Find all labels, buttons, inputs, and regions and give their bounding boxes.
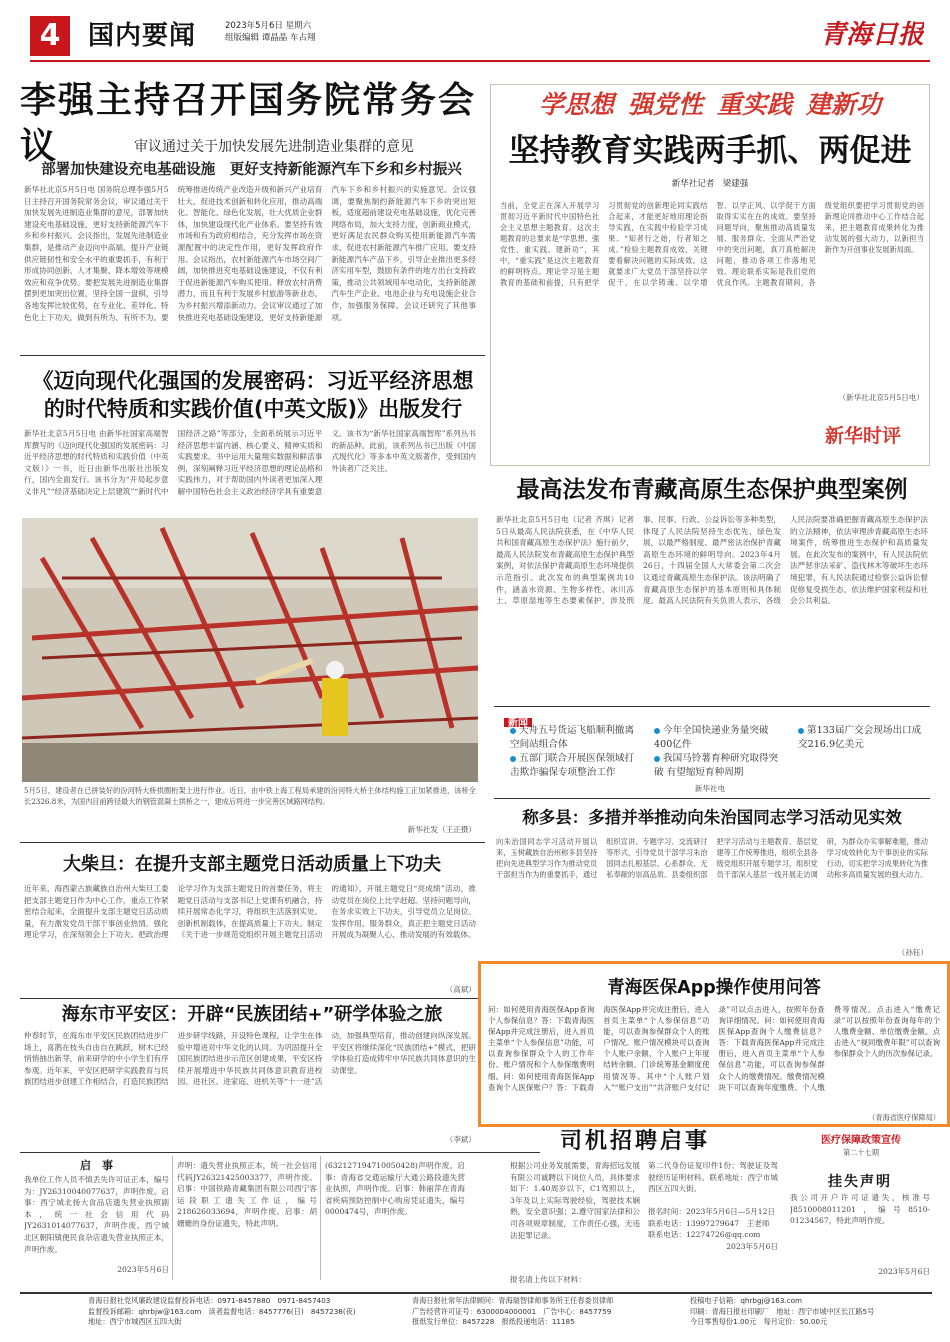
lost-notice-body: 我公司开户许可证遗失，核准号J8510008011201，编号8510-01234567，特此声明作废。 (790, 1193, 930, 1226)
duoxian-byline: （孙钰） (897, 948, 928, 957)
pingan-byline: （李斌） (445, 1135, 476, 1144)
footer-left (88, 1296, 398, 1328)
book-headline-line2: 的时代特质和实践价值(中英文版)》出版发行 (43, 397, 463, 421)
newspaper-logo: 青海日报 (819, 20, 924, 50)
driver-ad-title: 司机招聘启事 (559, 1129, 710, 1154)
yibao-ad (788, 1134, 934, 1162)
editor-name: 谭晶晶 (261, 33, 288, 43)
footer-right-3: 今日零售每份1.00元 每月定价：50.00元 (690, 1317, 828, 1326)
app-qa-body: 问：如何使用青海医保App查询个人参保信息？答：下载青海医保App并完成注册后，进入首页主菜单“个人参保信息”功能，可以查询参保群众个人的工作年份、账户情况和个人参保缴费明细。问：如何使用青海医保App查询个人医保账户？答：下载青海医保App并完成注册后，进入首页主菜单“个人参保信息”功能，可以查询参保群众个人的账户情况。账户情况模块可以查询个人账户余额、个人账户上年度结转余额、门诊统筹基金额度使用情况等。其中“个人账户划入”“账户支出”“共济账户支付记录”可以点击进入，按照年份查询详细情况。问：如何使用青海医保App查询个人缴费信息？答：下载青海医保App并完成注册后，进入首页主菜单“个人参保信息”功能，可以查询参保群众个人的缴费情况。缴费情况模块下可以查询年度缴费、个人缴费等情况。点击进入“缴费记录”可以按照年份查询每年的个人缴费金额、单位缴费金额。点击进入“视同缴费年限”可以查询参保群众个人的历次参保记录。 (488, 1005, 940, 1092)
theme-headline: 坚持教育实践两手抓、两促进 (508, 133, 912, 169)
footer-line-2: 监督投诉邮箱：qhrbjw@163.com 读者监督电话：8457776(日) 8457238(夜) (88, 1306, 356, 1316)
footer-right (690, 1296, 935, 1328)
weekday: 星期六 (285, 21, 312, 31)
duoxian-headline: 称多县：多措并举推动向朱治国同志学习活动见实效 (522, 808, 902, 827)
bullet-icon (654, 756, 660, 762)
duoxian-body: 向朱治国同志学习活动开展以来，玉树藏族自治州称多县坚持把向先进典型学习作为推动党员干部担当作为的重要抓手，通过组织宣讲、专题学习、交流研讨等形式，引导党员干部学习朱治国同志扎根基层、心系群众、无私奉献的崇高品质。县委组织部把学习活动与主题教育、基层党建等工作统筹推进，组织全县各级党组织开展专题学习，组织党员干部深入基层一线开展走访调研，为群众办实事解难题，推动学习成效转化为干事创业的实际行动，切实把学习成果转化为推动称多高质量发展的强大动力。 (496, 837, 928, 879)
theme-body: 当前，全党正在深入开展学习贯彻习近平新时代中国特色社会主义思想主题教育。这次主题教育的总要求是“学思想、强党性、重实践、建新功”，其中，“重实践”是这次主题教育的鲜明特点。理论学习是主题教育的基础和前提，只有把学习贯彻党的创新理论同实践结合起来，才能更好地用理论指导实践，在实践中检验学习成果。“知者行之始，行者知之成。”检验主题教育成效，关键要看解决问题的实际成效。这就要求广大党员干部坚持以学促干，在以学铸魂、以学增智、以学正风、以学促干方面取得实实在在的成效。要坚持问题导向，聚焦推动高质量发展、服务群众、全面从严治党中的突出问题，真刀真枪解决问题，推动各项工作落地见效。理论联系实际是我们党的优良作风。主题教育期间，各级党组织要把学习贯彻党的创新理论同推动中心工作结合起来，把主题教育成果转化为推动发展的强大动力，以新担当新作为开创事业发展新局面。 (500, 201, 924, 287)
masthead (30, 12, 930, 60)
pingan-headline: 海东市平安区：开辟“民族团结+”研学体验之旅 (61, 1004, 443, 1025)
driver-ad-contact-2: 联系电话：12274726@qq.com (648, 1230, 761, 1240)
book-headline-line1: 《迈向现代化强国的发展密码：习近平经济思想 (32, 369, 474, 393)
date-line: 2023年5月6日 (225, 21, 283, 31)
notice-middle: 声明：遗失营业执照正本，统一社会信用代码JY26321425003377，声明作废。启事：中国铁路青藏集团有限公司西宁客运段职工遗失工作证，编号218626033694，声明作废。启事：胡姗姗的身份证遗失，特此声明。 (177, 1161, 317, 1228)
brief-item-5[interactable]: 第133届广交会现场出口成交216.9亿美元 (798, 725, 922, 750)
theme-end-note: （新华社北京5月5日电） (838, 393, 924, 402)
bridge-photo-illustration (22, 518, 478, 782)
notice-qishi (24, 1158, 169, 1280)
photo-credit: 新华社发（王正摄） (407, 825, 476, 834)
footer-mid-3: 报纸发行单位：8457228 报纸投递电话：11185 (412, 1317, 575, 1326)
court-body: 新华社北京5月5日电（记者 齐琪）记者5日从最高人民法院获悉，在《中华人民共和国青藏高原生态保护法》施行前夕，最高人民法院发布青藏高原生态保护典型案例，对依法保护青藏高原生态环境提供示范指引。此次发布的典型案例共10件，涵盖水资源、生物多样性、冰川冻土、草原湿地等生态要素保护，涉及刑事、民事、行政、公益诉讼等多种类型，体现了人民法院坚持生态优先、绿色发展，以最严格制度、最严密法治保护青藏高原生态环境的鲜明导向。2023年4月26日，十四届全国人大常委会第二次会议通过青藏高原生态保护法。该法明确了青藏高原生态保护的基本原则和具体制度。最高人民法院有关负责人表示，各级人民法院要准确把握青藏高原生态保护法的立法精神，依法审理涉青藏高原生态环境案件，统筹推进生态保护和高质量发展。在此次发布的案例中，有人民法院依法严惩非法采矿、盗伐林木等破坏生态环境犯罪，有人民法院通过检察公益诉讼督促修复受损生态，依法维护国家利益和社会公共利益。 (496, 515, 928, 606)
yibao-ad-subtitle: 第二十七期 (843, 1148, 879, 1157)
lead-kicker: 审议通过关于加快发展先进制造业集群的意见 (134, 139, 414, 155)
driver-ad-contact-1: 联系电话：13997279647 王老师 (648, 1218, 770, 1228)
photo-caption: 5月5日，建设者在已拼装好的汾河特大桥拱圈桁架上进行作业。近日，由中铁上海工程局承建的汾河特大桥主体结构施工正加紧推进，该桥全长2326.8米，为国内目前跨径最大的钢管混凝土拱桥之一，建成后将进一步完善区域路网结构。 (24, 786, 476, 806)
footer-right-2: 印刷：青海日报社印刷厂 地址：西宁市城中区长江路5号 (690, 1306, 875, 1316)
driver-ad-footer: 报名请上传以下材料： (510, 1275, 586, 1284)
notice-right: (632127194710050428)声明作废。启事：青海省交通运输厅大通公路段遗失营业执照，声明作废。启事：韩丽萍在青海省疾病预防控制中心购房凭证遗失，编号0000474号，声明作废。 (325, 1161, 465, 1217)
theme-banner (500, 88, 920, 122)
book-headline (22, 367, 484, 423)
notice-qishi-body: 我单位工作人员不慎丢失许可证正本，编号为：JY26310040077637，声明作废。启事：西宁城北扬大食品店遗失营业执照副本，统一社会信用代码JY2631014077637，声明作废。西宁城北区朝阳镇便民食杂店遗失营业执照正本，声明作废。 (24, 1175, 169, 1254)
brief-item-4[interactable]: 我国马铃薯育种研究取得突破 有望缩短育种周期 (654, 753, 779, 778)
lost-notice-date: 2023年5月6日 (878, 1267, 930, 1276)
brief-list (510, 724, 930, 780)
date-block (225, 20, 425, 44)
theme-byline: 新华社记者 梁建强 (671, 179, 749, 189)
driver-ad-right-body: 第二代身份证复印件1份；驾驶证及驾驶经历证明材料。联系地址：西宁市城西区五四大街。 (648, 1161, 778, 1194)
lead-body: 新华社北京5月5日电 国务院总理李强5月5日主持召开国务院常务会议，审议通过关于加快发展先进制造业集群的意见，部署加快建设充电基础设施，更好支持新能源汽车下乡和乡村振兴。会议指出，发展先进制造业集群，是推动产业迈向中高端、提升产业链供应链韧性和安全水平的重要抓手，有利于形成协同创新、人才集聚、降本增效等规模效应和竞争优势。要把发展先进制造业集群摆到更加突出位置，坚持全国一盘棋，引导各地发挥比较优势，在专业化、差异化、特色化上下功夫，做到有所为、有所不为。要统筹推进传统产业改造升级和新兴产业培育壮大，促进技术创新和转化应用，推动高端化、智能化、绿色化发展，壮大优质企业群体，加快建设现代化产业体系。要坚持有效市场和有为政府相结合，充分发挥市场在资源配置中的决定性作用，更好发挥政府作用。会议指出，农村新能源汽车市场空间广阔，加快推进充电基础设施建设，不仅有利于促进新能源汽车购买使用、释放农村消费潜力，而且有利于发展乡村旅游等新业态，为乡村振兴增添新动力。会议审议通过了加快推进充电基础设施建设，更好支持新能源汽车下乡和乡村振兴的实施意见。会议强调，要聚焦制约新能源汽车下乡的突出短板，适度超前建设充电基础设施，优化完善网络布局，加大支持力度，创新商业模式，更好满足农民群众购买使用新能源汽车需求，促进农村新能源汽车推广应用。要支持新能源汽车产品下乡，引导企业推出更多经济实用车型，鼓励有条件的地方出台支持政策，推动公共领域用车电动化，支持新能源汽车生产企业、电池企业与充电设施企业合作，加强服务保障。会议还研究了其他事项。 (24, 185, 476, 322)
driver-ad-date: 2023年5月6日 (726, 1241, 778, 1251)
lead-subhead: 部署加快建设充电基础设施 更好支持新能源汽车下乡和乡村振兴 (41, 162, 462, 178)
footer-line-1: 青海日报社党风廉政建设监督投诉电话：0971-8457880 0971-8457403 (88, 1296, 331, 1305)
section-title: 国内要闻 (88, 21, 197, 51)
bullet-icon (510, 756, 516, 762)
lead-headline: 李强主持召开国务院常务会议 (20, 80, 477, 167)
yibao-ad-title: 医疗保障政策宣传 (821, 1135, 901, 1146)
footer-line-3: 地址：西宁市城西区五四大街 (88, 1317, 182, 1326)
lost-notice (790, 1172, 930, 1284)
bullet-icon (798, 728, 804, 734)
chaidan-headline: 大柴旦：在提升支部主题党日活动质量上下功夫 (63, 854, 441, 875)
chaidan-body: 近年来，海西蒙古族藏族自治州大柴旦工委把支部主题党日作为中心工作，重点工作紧密结合起来，全面提升支部主题党日活动质量，有力激发党员干部干事创业热情。强化理论学习，在深刻领会上下功夫。把政治理论学习作为支部主题党日的首要任务，将主题党日活动与支部书记上党课有机融合，持续开展常态化学习，将组织生活落到实处。创新机制载体，在提高质量上下功夫。制定《关于进一步规范党组织开展主题党日活动的通知》，开展主题党日“亮成绩”活动，推动党员在岗位上比学赶超。坚持问题导向，在务求实效上下功夫，引导党员立足岗位、发挥作用、服务群众，真正把主题党日活动开展成为凝聚人心、推动发展的有效载体。 (24, 884, 476, 940)
footer-mid-2: 广告经营许可证号：6300004000001 广告中心：8457759 (412, 1306, 612, 1316)
xinhua-commentary-label: 新华时评 (824, 425, 901, 447)
chaidan-byline: （高斌） (445, 985, 476, 994)
bullet-icon (654, 728, 660, 734)
app-qa-credit: （青海省医疗保障局） (868, 1113, 940, 1122)
page-number: 4 (30, 16, 70, 56)
pingan-body: 仲春时节，在海东市平安区民族团结进步广场上，喜鹊在枝头自由自在跳跃，树木已经悄悄抽出新芽，前来研学的中小学生们有序参观。近年来，平安区把研学实践教育与民族团结进步创建工作相结合，打造民族团结进步研学线路，开设特色课程，让学生在体验中增进对中华文化的认同。为巩固提升全国民族团结进步示范区创建成果，平安区持续开展增进中华民族共同体意识教育进校园、进社区、进家庭、进机关等“十一进”活动，加强典型培育，推动创建向纵深发展。平安区将继续深化“民族团结+”模式，把研学体验打造成铸牢中华民族共同体意识的生动课堂。 (24, 1031, 476, 1087)
banner-word-1: 学思想 (538, 90, 614, 119)
brief-item-1[interactable]: 天舟五号货运飞船顺利撤离空间站组合体 (510, 725, 635, 750)
driver-ad-deadline: 报名时间：2023年5月6日—5月12日 (648, 1207, 776, 1216)
banner-word-4: 建新功 (806, 90, 882, 119)
notice-qishi-date: 2023年5月6日 (117, 1265, 169, 1274)
footer-middle (412, 1296, 682, 1328)
app-qa-title: 青海医保App操作使用问答 (607, 978, 821, 998)
footer-right-1: 投稿电子信箱：qhrbgj@163.com (690, 1296, 803, 1305)
footer-mid-1: 青海日报社常年法律顾问：青海瑞智律师事务所王任春委员律师 (412, 1296, 614, 1305)
brief-credit: 新华社电 (694, 784, 726, 793)
brief-item-2[interactable]: 五部门联合开展医保领域打击欺诈骗保专项整治工作 (510, 753, 635, 778)
notice-qishi-title: 启 事 (80, 1159, 113, 1172)
lost-notice-title: 挂失声明 (828, 1174, 892, 1190)
editor-label: 组版编辑 (225, 33, 260, 43)
book-body: 新华社北京5月5日电 由新华社国家高端智库撰写的《迈向现代化强国的发展密码：习近平经济思想的时代特质和实践价值（中英文版）》一书，近日由新华出版社出版发行，国内全面发行。该书分为“开局起步意义非凡”“经济基础决定上层建筑”“新时代中国经济之路”等部分，全面系统展示习近平经济思想丰富内涵、核心要义、精神实质和实践要求。书中运用大量翔实数据和鲜活事例，深刻阐释习近平经济思想的理论品格和实践伟力，对于帮助国内外读者更加深入理解中国特色社会主义政治经济学具有重要意义。该书为“新华社国家高端智库”系列丛书的新品种。此前，该系列丛书已出版《中国式现代化》等多本中英文版著作，受到国内外读者广泛关注。 (24, 429, 476, 496)
bridge-photo (22, 518, 478, 782)
brief-red-tag: 新闻 (504, 718, 532, 727)
bullet-icon (510, 728, 516, 734)
banner-word-2: 强党性 (627, 90, 703, 119)
driver-ad-body: 根据公司业务发展需要，青海招远发展有限公司诚聘以下岗位人员，具体要求如下：1.40周岁以下，C1驾照以上，3年及以上实际驾驶经验，驾驶技术娴熟，安全意识强；2.遵守国家法律和公司各项规章制度，工作责任心强，无违法犯罪记录。 (510, 1161, 640, 1240)
brief-item-3[interactable]: 今年全国快递业务量突破400亿件 (654, 725, 769, 750)
banner-word-3: 重实践 (717, 90, 793, 119)
driver-ad-right (648, 1160, 778, 1278)
court-headline: 最高法发布青藏高原生态保护典型案例 (516, 477, 908, 503)
proof-name: 车占翔 (289, 33, 316, 43)
